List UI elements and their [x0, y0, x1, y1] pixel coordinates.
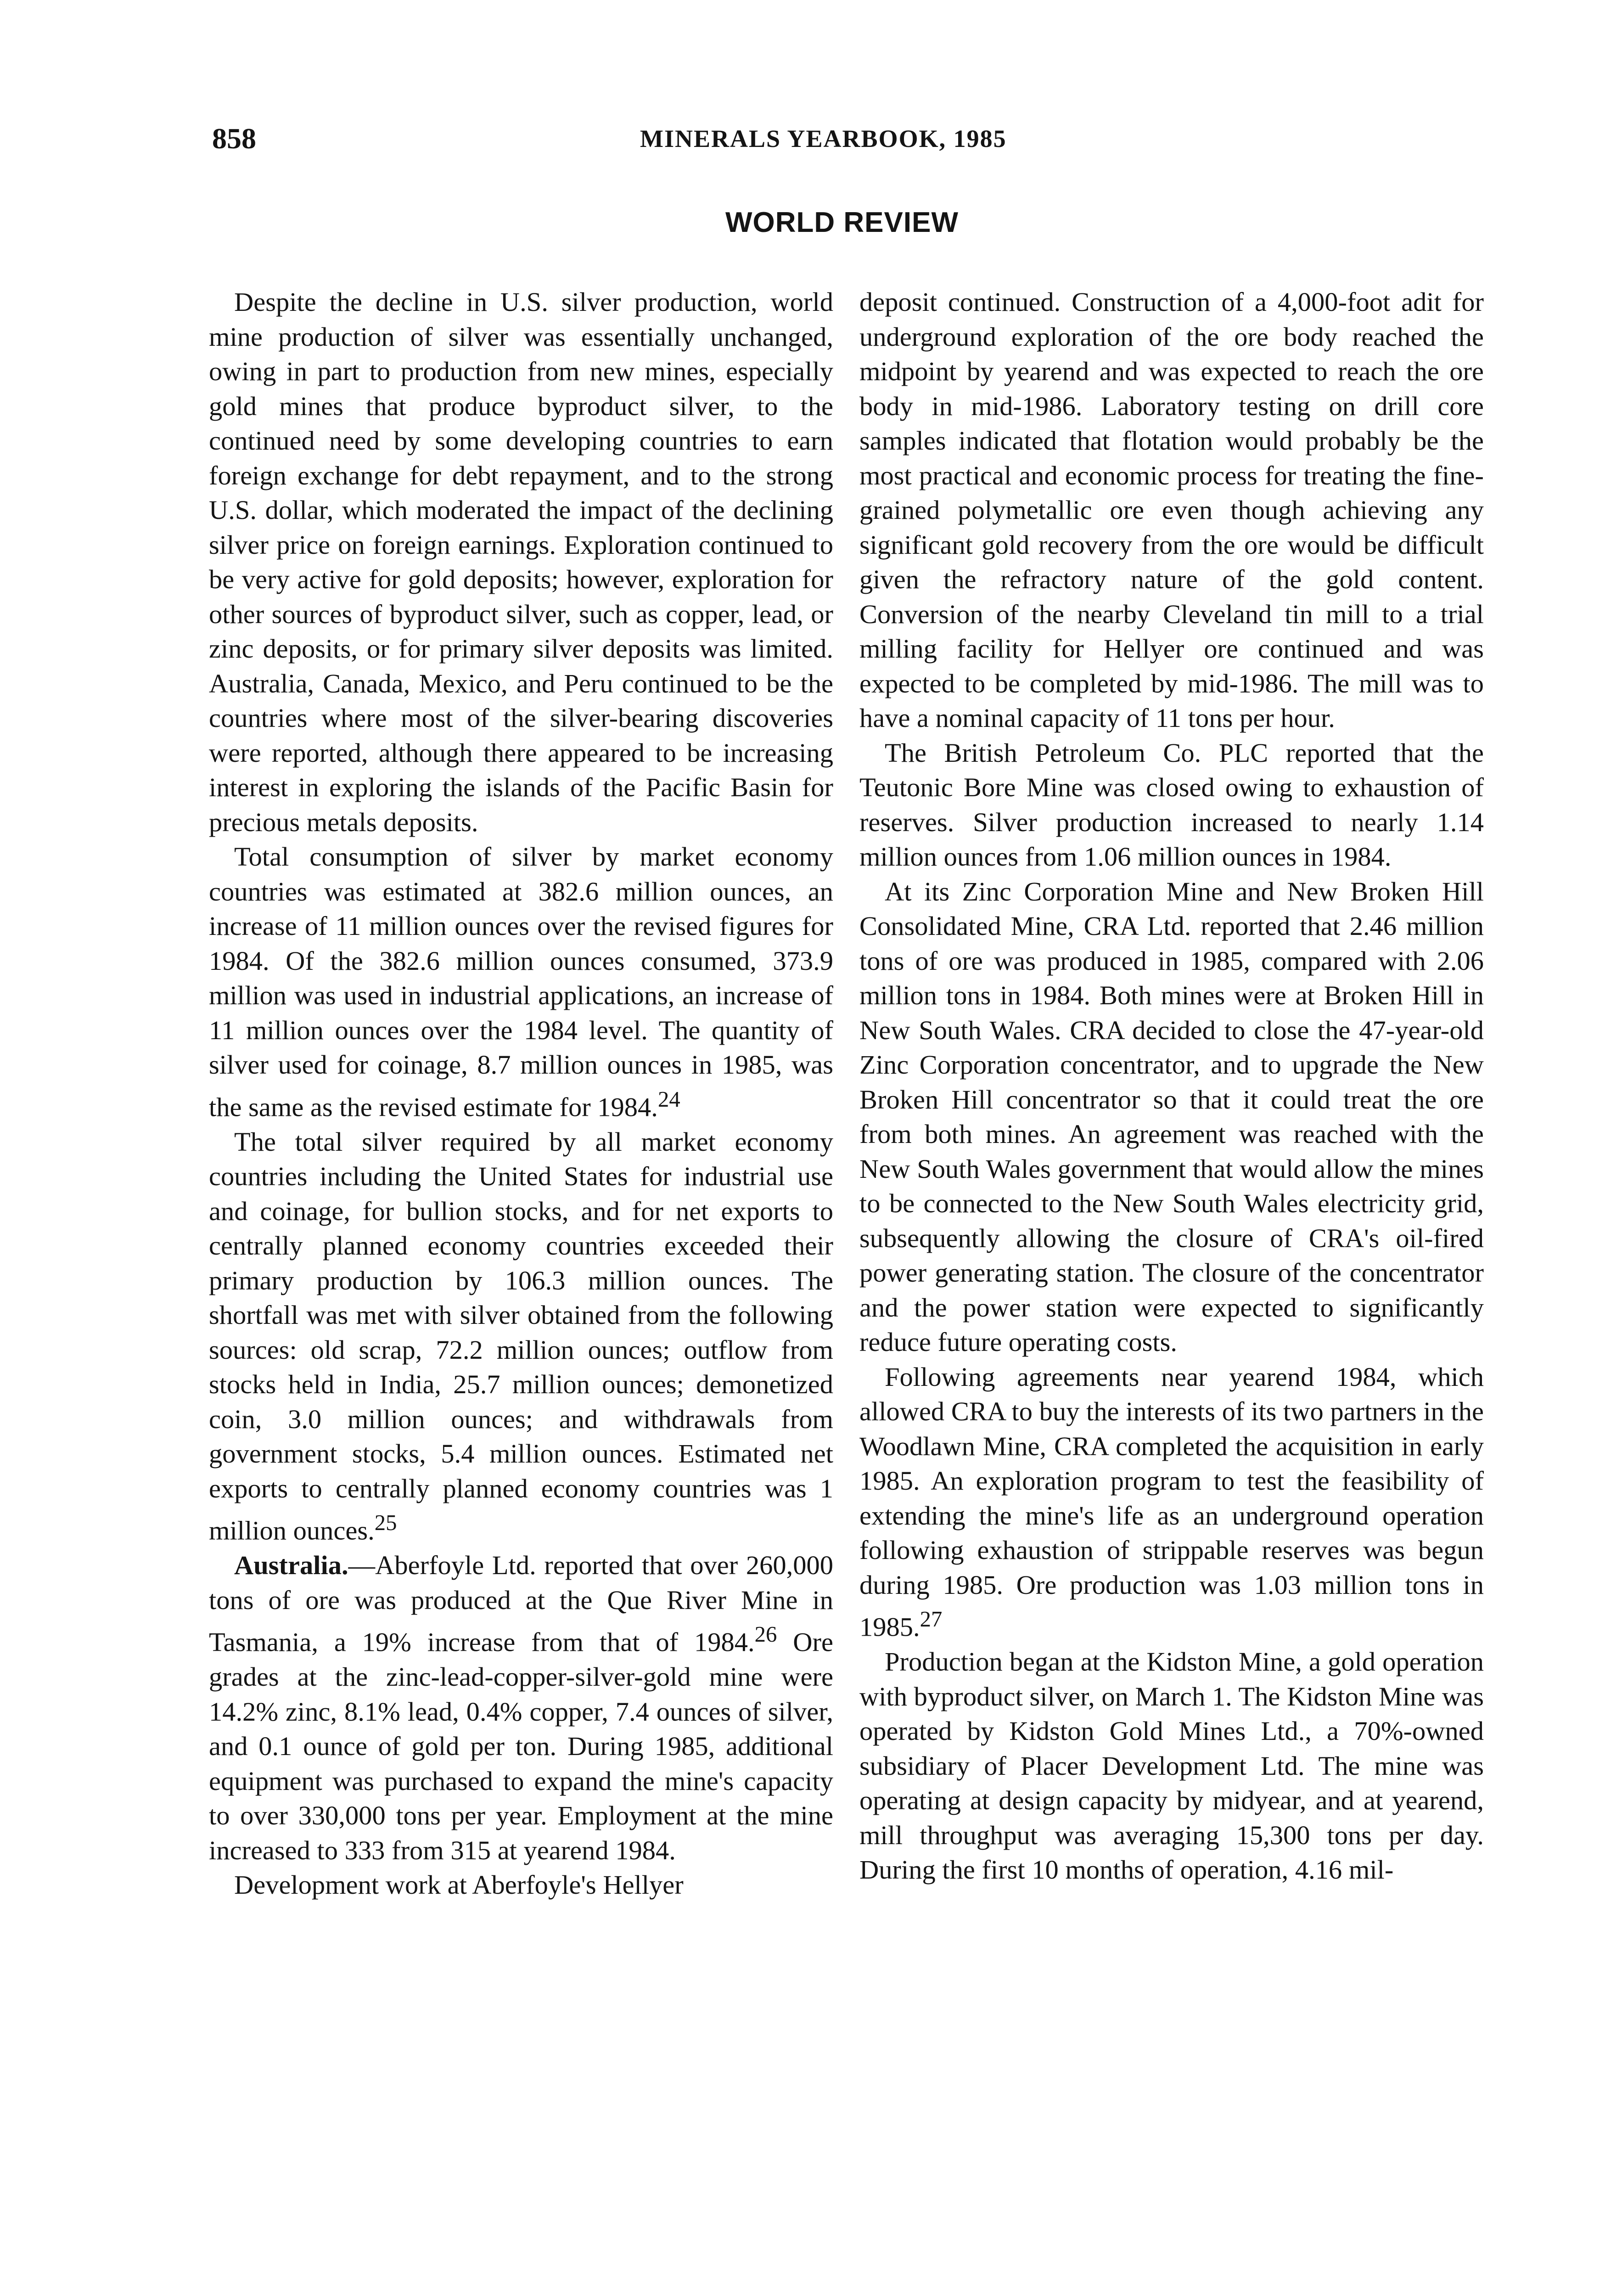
- paragraph-text: Total consumption of silver by market economy countries was estimated at 382.6 million ounces, an increase of 11 million ounces over the revised figures for 1984. Of the 382.6 million ounces consumed, 373.9 million was used in industrial applications, an increase of 11 million ounces over the 1984 level. The quantity of silver used for coinage, 8.7 million ounces in 1985, was the same as the revised estimate for 1984.: [209, 842, 833, 1122]
- footnote-ref: 26: [754, 1622, 777, 1647]
- footnote-ref: 27: [920, 1607, 943, 1632]
- paragraph-text: Production began at the Kidston Mine, a gold operation with byproduct silver, on March 1. The Kidston Mine was operated by Kidston Gold Mines Ltd., a 70%-owned subsidiary of Placer Development Ltd. The mine was operating at design capacity by midyear, and at yearend, mill throughput was averaging 15,300 tons per day. During the first 10 months of operation, 4.16 mil-: [859, 1647, 1484, 1885]
- paragraph-text: Despite the decline in U.S. silver production, world mine production of silver was essentially unchanged, owing in part to production from new mines, especially gold mines that produce byproduct silver, to the continued need by some developing countries to earn foreign exchange for debt repayment, and to the strong U.S. dollar, which moderated the impact of the declining silver price on foreign earnings. Exploration continued to be very active for gold deposits; however, exploration for other sources of byproduct silver, such as copper, lead, or zinc deposits, or for primary silver deposits was limited. Australia, Canada, Mexico, and Peru continued to be the countries where most of the silver-bearing discoveries were reported, although there appeared to be increasing interest in exploring the islands of the Pacific Basin for precious metals deposits.: [209, 287, 833, 837]
- running-title: MINERALS YEARBOOK, 1985: [640, 125, 1007, 152]
- paragraph-silver-requirement: [209, 1125, 833, 1548]
- section-title: WORLD REVIEW: [725, 207, 959, 238]
- paragraph-text: —Aberfoyle Ltd. reported that over 260,000 tons of ore was produced at the Que River Mine in Tasmania, a 19% increase from that of 1984.: [209, 1550, 833, 1657]
- paragraph-text: deposit continued. Construction of a 4,000-foot adit for underground exploration of the ore body reached the midpoint by yearend and was expected to reach the ore body in mid-1986. Laboratory testing on drill core samples indicated that flotation would probably be the most practical and economic process for treating the fine-grained polymetallic ore even though achieving any significant gold recovery from the ore would be difficult given the refractory nature of the gold content. Conversion of the nearby Cleveland tin mill to a trial milling facility for Hellyer ore continued and was expected to be completed by mid-1986. The mill was to have a nominal capacity of 11 tons per hour.: [859, 287, 1484, 733]
- right-column: [859, 285, 1484, 2296]
- paragraph-text: Ore grades at the zinc-lead-copper-silver-gold mine were 14.2% zinc, 8.1% lead, 0.4% copper, 7.4 ounces of silver, and 0.1 ounce of gold per ton. During 1985, additional equipment was purchased to expand the mine's capacity to over 330,000 tons per year. Employment at the mine increased to 333 from 315 at yearend 1984.: [209, 1627, 833, 1865]
- paragraph-teutonic-bore: [859, 736, 1484, 874]
- page-number: 858: [212, 122, 256, 155]
- paragraph-woodlawn: [859, 1360, 1484, 1645]
- paragraph-hellyer-start: [209, 1868, 833, 1902]
- paragraph-hellyer-continued: [859, 285, 1484, 736]
- paragraph-australia: [209, 1548, 833, 1868]
- paragraph-text: Development work at Aberfoyle's Hellyer: [234, 1870, 684, 1900]
- paragraph-text: The British Petroleum Co. PLC reported that the Teutonic Bore Mine was closed owing to exhaustion of reserves. Silver production increased to nearly 1.14 million ounces from 1.06 million ounces in 1984.: [859, 737, 1484, 872]
- paragraph-broken-hill: [859, 874, 1484, 1360]
- footnote-ref: 24: [657, 1086, 680, 1112]
- footnote-ref: 25: [374, 1510, 397, 1535]
- paragraph-consumption: [209, 839, 833, 1125]
- page-header: [212, 120, 1493, 157]
- left-column: [209, 285, 833, 2296]
- paragraph-kidston: [859, 1644, 1484, 1887]
- paragraph-text: Following agreements near yearend 1984, which allowed CRA to buy the interests of its two partners in the Woodlawn Mine, CRA completed the acquisition in early 1985. An exploration program to test the feasibility of extending the mine's life as an underground operation following exhaustion of strippable reserves was begun during 1985. Ore production was 1.03 million tons in 1985.: [859, 1362, 1484, 1642]
- country-heading-australia: Australia.: [234, 1550, 348, 1580]
- paragraph-text: At its Zinc Corporation Mine and New Broken Hill Consolidated Mine, CRA Ltd. reported that 2.46 million tons of ore was produced in 1985, compared with 2.06 million tons in 1984. Both mines were at Broken Hill in New South Wales. CRA decided to close the 47-year-old Zinc Corporation concentrator, and to upgrade the New Broken Hill concentrator so that it could treat the ore from both mines. An agreement was reached with the New South Wales government that would allow the mines to be connected to the New South Wales electricity grid, subsequently allowing the closure of CRA's oil-fired power generating station. The closure of the concentrator and the power station were expected to significantly reduce future operating costs.: [859, 876, 1484, 1357]
- paragraph-text: The total silver required by all market economy countries including the United States for industrial use and coinage, for bullion stocks, and for net exports to centrally planned economy countries exceeded their primary production by 106.3 million ounces. The shortfall was met with silver obtained from the following sources: old scrap, 72.2 million ounces; outflow from stocks held in India, 25.7 million ounces; demonetized coin, 3.0 million ounces; and withdrawals from government stocks, 5.4 million ounces. Estimated net exports to centrally planned economy countries was 1 million ounces.: [209, 1126, 833, 1546]
- paragraph-world-production: [209, 285, 833, 839]
